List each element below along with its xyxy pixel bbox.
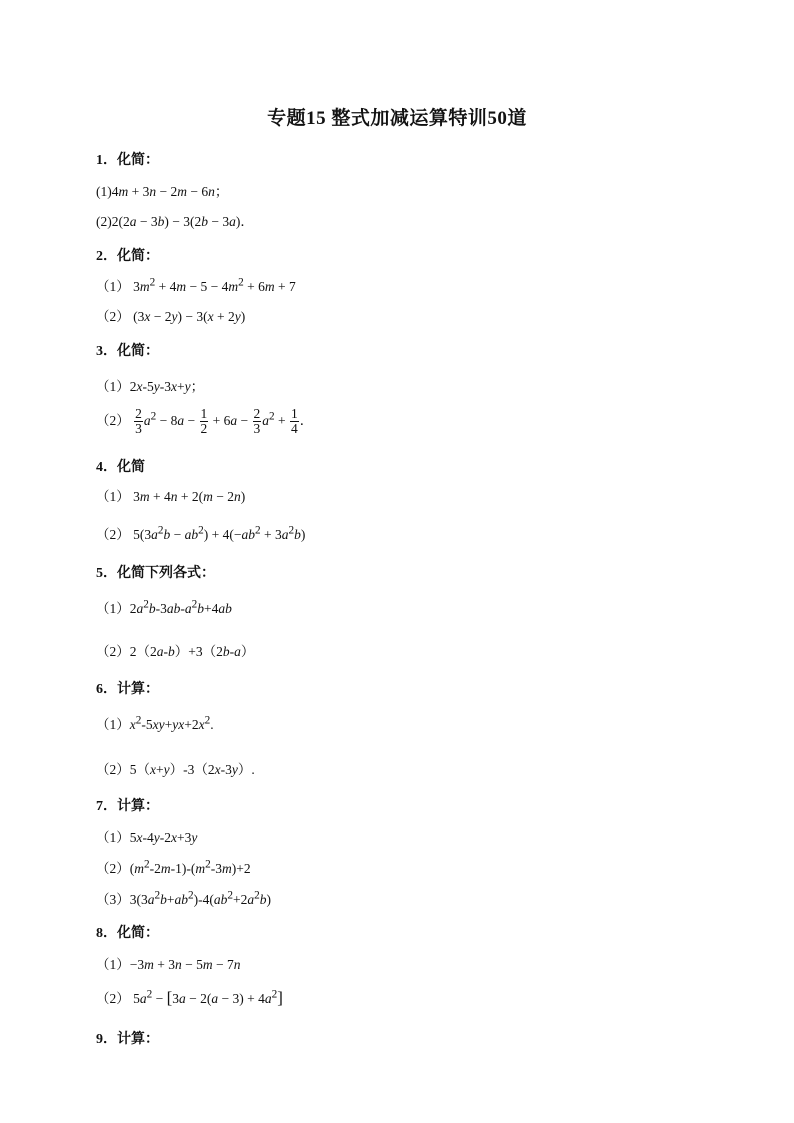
question-5-part-2: （2）2（2a-b）+3（2b-a） [96, 644, 255, 659]
question-1-heading: 1．化简： [96, 153, 159, 168]
question-4-heading: 4．化简 [96, 460, 145, 475]
question-5-part-1: $(1)2a^2b-3ab-a^2b+4ab$ [96, 598, 232, 616]
page-title: 专题15 整式加减运算特训50道 [267, 108, 527, 129]
question-5-heading: 5．化简下列各式： [96, 566, 215, 581]
question-3-part-1: （1）2x-5y-3x+y； [96, 379, 205, 394]
question-7-part-1: （1）5x-4y-2x+3y [96, 830, 198, 845]
question-6-part-1: $(1)x^2-5xy+yx+2x^2$. [96, 714, 214, 732]
question-6-part-2: （2）5（x+y）-3（2x-3y）. [96, 762, 255, 777]
question-3-heading: 3．化简： [96, 344, 159, 359]
question-9-heading: 9．计算： [96, 1032, 159, 1047]
question-7-part-2: $(2)(m^2-2m-1)-(m^2-3m)+2$ [96, 858, 251, 876]
question-4-part-2: （2） $5(3a^2b - ab^2) + 4(-ab^2 + 3a^2b)$ [96, 524, 306, 542]
question-7-part-3: $(3)3(3a^2b+ab^2)-4(ab^2+2a^2b)$ [96, 889, 271, 907]
question-8-heading: 8．化简： [96, 926, 159, 941]
question-1-part-1: (1)4m + 3n − 2m − 6n； [96, 184, 229, 199]
question-3-part-2: （2） $\frac{2}{3}$ $a^2 - 8a$ − $\frac{1}{2}$ + 6a − $\frac{2}{3}$ $a^2$ + $\frac{1}{4}$ ． [96, 406, 314, 437]
question-2-part-2: （2） (3x − 2y) − 3(x + 2y) [96, 309, 246, 324]
question-8-part-1: （1）−3m + 3n − 5m − 7n [96, 957, 241, 972]
question-6-heading: 6．计算： [96, 682, 159, 697]
question-2-heading: 2．化简： [96, 249, 159, 264]
question-4-part-1: （1） 3m + 4n + 2(m − 2n) [96, 489, 246, 504]
question-7-heading: 7．计算： [96, 799, 159, 814]
question-8-part-2: （2） $5a^2 - [3a - 2(a - 3) + 4a^2]$ [96, 988, 283, 1007]
question-1-part-2: (2)2(2a − 3b) − 3(2b − 3a)． [96, 214, 254, 229]
question-2-part-1: （1） $3m^2 + 4m - 5 - 4m^2 + 6m + 7$ [96, 276, 296, 294]
